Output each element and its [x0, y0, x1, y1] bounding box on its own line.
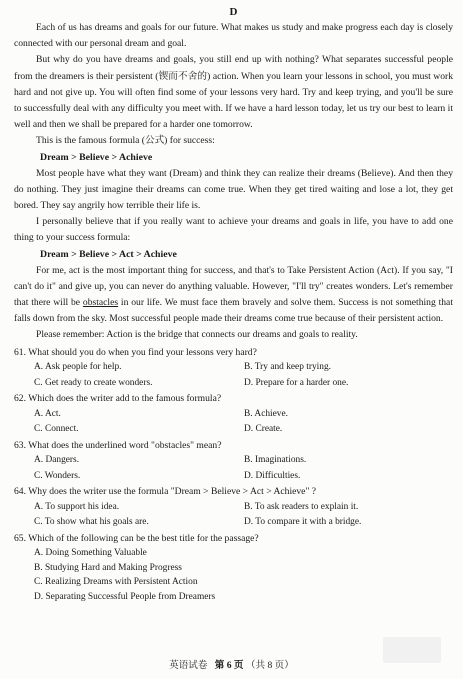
option-64-c: C. To show what his goals are.: [34, 517, 149, 528]
option-61-b: B. Try and keep trying.: [244, 362, 331, 373]
option-63-a: A. Dangers.: [34, 455, 80, 466]
scan-smudge: [383, 637, 441, 663]
option-61-a: A. Ask people for help.: [34, 362, 122, 373]
formula-1: Dream > Believe > Achieve: [40, 151, 153, 163]
option-63-d: D. Difficulties.: [244, 470, 301, 481]
options-64: [14, 500, 453, 531]
option-61-d: D. Prepare for a harder one.: [244, 377, 349, 388]
option-65-a: A. Doing Something Valuable: [34, 548, 147, 559]
option-64-d: D. To compare it with a bridge.: [244, 517, 362, 528]
option-65-b: B. Studying Hard and Making Progress: [34, 562, 182, 573]
passage-paragraph-1: Each of us has dreams and goals for our future. What makes us study and make progress each day is closely connected with our personal dream and goal.: [14, 22, 453, 50]
option-62-c: C. Connect.: [34, 424, 79, 435]
formula-2: Dream > Believe > Act > Achieve: [40, 248, 177, 260]
option-62-b: B. Achieve.: [244, 408, 288, 419]
paragraph-6-text-b: in our life. We must face them bravely and solve them. Success is not something that falls down from the sky. Most successful people made their dreams come true because of their persistent action.: [14, 297, 453, 325]
footer-subject: 英语试卷: [169, 660, 208, 671]
option-63-b: B. Imaginations.: [244, 455, 307, 466]
passage-paragraph-4: Most people have what they want (Dream) and think they can realize their dreams (Believe). And then they do nothing. They just imagine their dreams can come true. When they get tired waiting and lose a lot, they get bored. They say angrily how terrible their life is.: [14, 167, 453, 212]
option-63-c: C. Wonders.: [34, 470, 81, 481]
options-63: [14, 453, 453, 484]
options-62: [14, 407, 453, 438]
question-64: 64. Why does the writer use the formula "Dream > Believe > Act > Achieve" ?: [14, 486, 317, 498]
paragraph-6-text-a: For me, act is the most important thing for success, and that's to Take Persistent Action (Act). If you say, "I can't do it" and give up, you can never do anything valuable. However, "I'll try" creates wonders. Let's remember that there will be: [14, 264, 453, 309]
question-62: 62. Which does the writer add to the famous formula?: [14, 393, 222, 405]
option-62-a: A. Act.: [34, 408, 61, 419]
question-61: 61. What should you do when you find your lessons very hard?: [14, 346, 257, 358]
options-65: [14, 546, 453, 604]
option-64-b: B. To ask readers to explain it.: [244, 501, 359, 512]
option-65-d: D. Separating Successful People from Dreamers: [34, 591, 216, 602]
question-65: 65. Which of the following can be the best title for the passage?: [14, 532, 259, 544]
options-61: [14, 360, 453, 391]
option-65-c: C. Realizing Dreams with Persistent Action: [34, 577, 198, 588]
section-title: D: [229, 6, 238, 18]
option-61-c: C. Get ready to create wonders.: [34, 377, 153, 388]
question-list: [14, 345, 453, 605]
option-62-d: D. Create.: [244, 424, 283, 435]
underlined-word-obstacles: obstacles: [82, 297, 119, 309]
footer-page-number: 第 6 页: [214, 660, 244, 671]
passage-paragraph-3: This is the famous formula (公式) for success:: [36, 135, 215, 147]
passage-paragraph-7: Please remember: Action is the bridge that connects our dreams and goals to reality.: [36, 329, 358, 341]
passage-paragraph-6: [14, 263, 453, 328]
passage-paragraph-2: But why do you have dreams and goals, you still end up with nothing? What separates successful people from the dreamers is their persistent (锲而不舍的) action. When you learn your lessons in school, you must work hard and not give up. You will often find some of your lessons very hard. Try and keep trying, and you'll be sure to successfully deal with any difficulty you meet with. If we have a hard lesson today, let us try our best to learn it well and then we shall be prepared for a harder one tomorrow.: [14, 54, 453, 131]
question-63: 63. What does the underlined word "obstacles" mean?: [14, 439, 222, 451]
option-64-a: A. To support his idea.: [34, 501, 120, 512]
passage-paragraph-5: I personally believe that if you really want to achieve your dreams and goals in life, you have to add one thing to your success formula:: [14, 216, 453, 244]
footer-total-pages: （共 8 页）: [245, 660, 294, 671]
